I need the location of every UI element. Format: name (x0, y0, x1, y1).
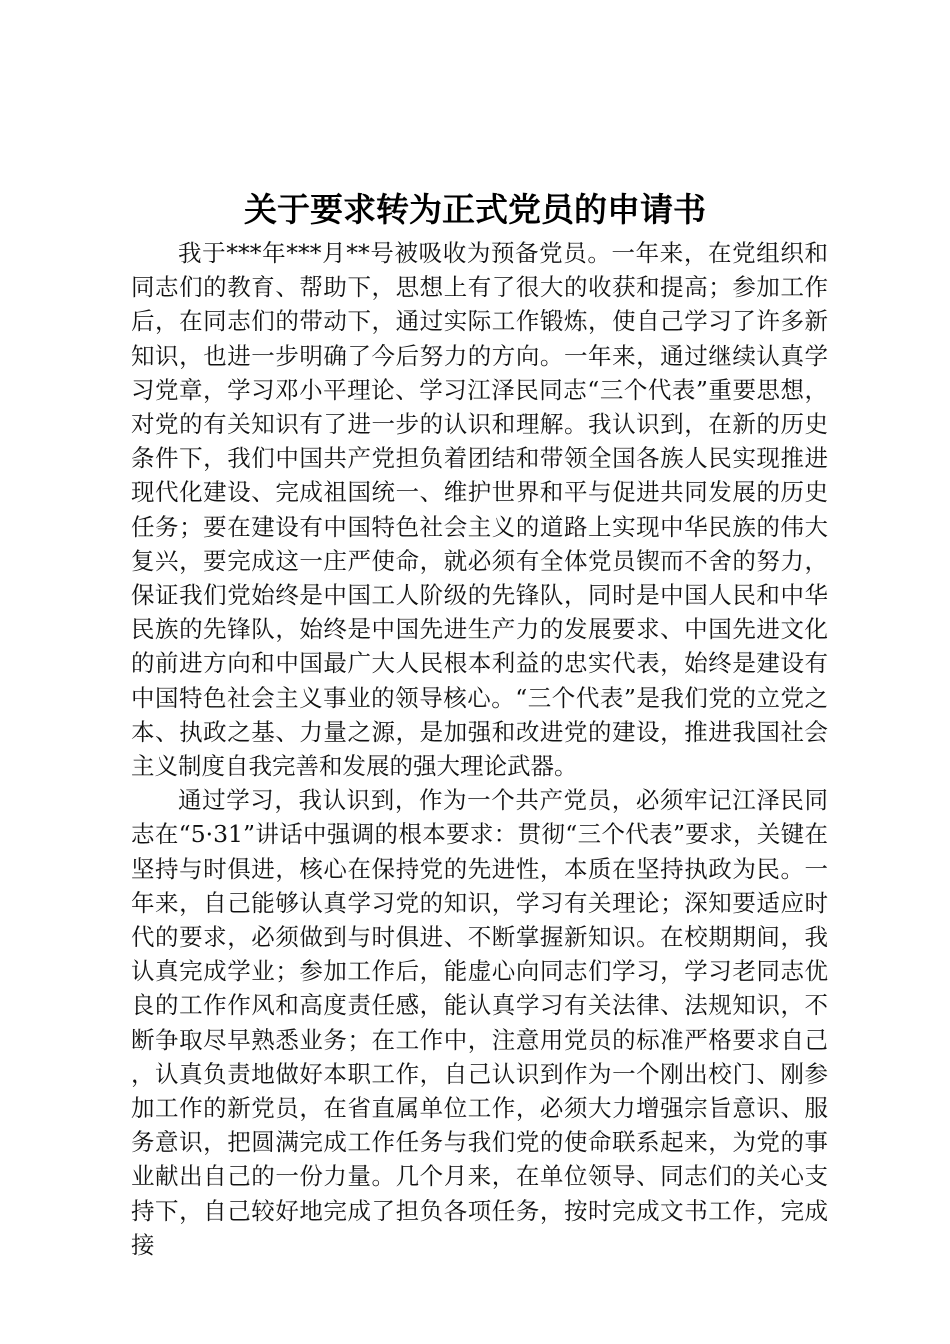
paragraph-2: 通过学习，我认识到，作为一个共产党员，必须牢记江泽民同志在“5·31”讲话中强调的根本要求：贯彻“三个代表”要求，关键在坚持与时俱进，核心在保持党的先进性，本质在坚持执政为民。一年来，自己能够认真学习党的知识，学习有关理论；深知要适应时代的要求，必须做到与时俱进、不断掌握新知识。在校期期间，我认真完成学业；参加工作后，能虚心向同志们学习，学习老同志优良的工作作风和高度责任感，能认真学习有关法律、法规知识，不断争取尽早熟悉业务；在工作中，注意用党员的标准严格要求自己，认真负责地做好本职工作，自己认识到作为一个刚出校门、刚参加工作的新党员，在省直属单位工作，必须大力增强宗旨意识、服务意识，把圆满完成工作任务与我们党的使命联系起来，为党的事业献出自己的一份力量。几个月来，在单位领导、同志们的关心支持下，自己较好地完成了担负各项任务，按时完成文书工作，完成接 (131, 786, 828, 1259)
document-title: 关于要求转为正式党员的申请书 (244, 190, 706, 229)
paragraph-1: 我于***年***月**号被吸收为预备党员。一年来，在党组织和同志们的教育、帮助下，思想上有了很大的收获和提高；参加工作后，在同志们的带动下，通过实际工作锻炼，使自己学习了许多新知识，也进一步明确了今后努力的方向。一年来，通过继续认真学习党章，学习邓小平理论、学习江泽民同志“三个代表”重要思想，对党的有关知识有了进一步的认识和理解。我认识到，在新的历史条件下，我们中国共产党担负着团结和带领全国各族人民实现推进现代化建设、完成祖国统一、维护世界和平与促进共同发展的历史任务；要在建设有中国特色社会主义的道路上实现中华民族的伟大复兴，要完成这一庄严使命，就必须有全体党员锲而不舍的努力，保证我们党始终是中国工人阶级的先锋队，同时是中国人民和中华民族的先锋队，始终是中国先进生产力的发展要求、中国先进文化的前进方向和中国最广大人民根本利益的忠实代表，始终是建设有中国特色社会主义事业的领导核心。“三个代表”是我们党的立党之本、执政之基、力量之源，是加强和改进党的建设，推进我国社会主义制度自我完善和发展的强大理论武器。 (131, 239, 828, 781)
document-body (131, 236, 828, 1262)
